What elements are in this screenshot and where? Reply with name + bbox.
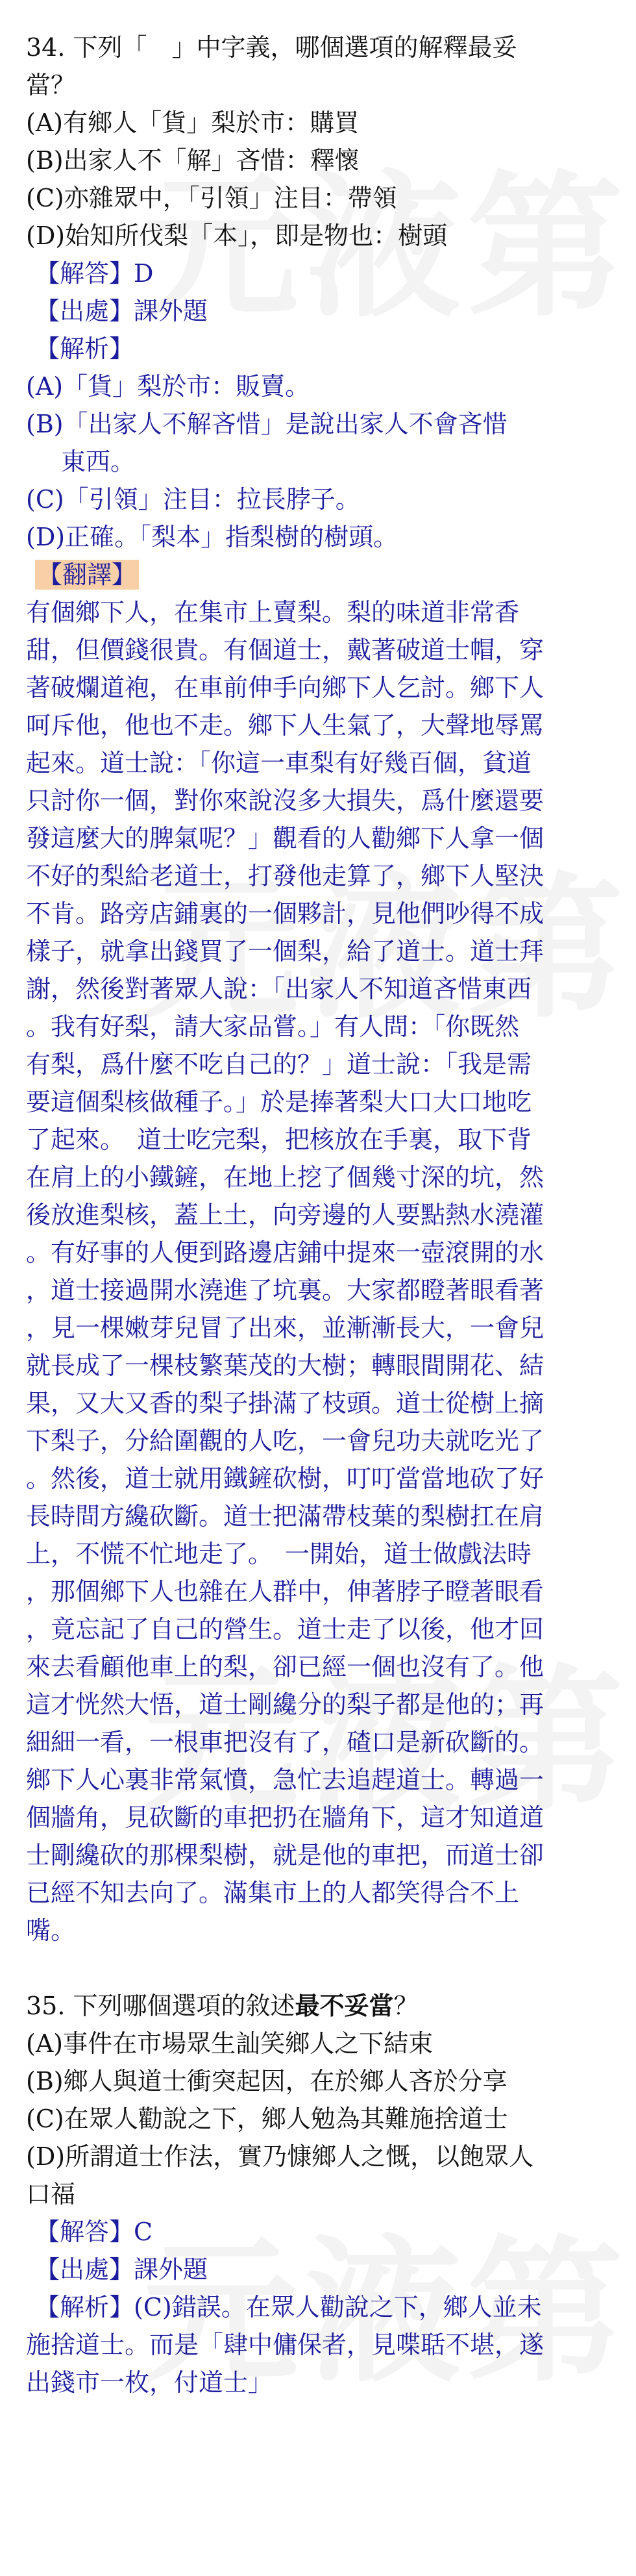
translation-line: 嘴。 — [26, 1916, 76, 1945]
question-title: 當？ — [26, 71, 76, 99]
translation-line: 起來。道士說：「你這一車梨有好幾百個，貧道 — [26, 749, 532, 777]
translation-line: ，道士接過開水澆進了坑裏。大家都瞪著眼看著 — [26, 1276, 544, 1305]
answer-value: D — [134, 259, 154, 288]
analysis-text-cont: 施捨道士。而是「肆中傭保者，見喋聒不堪，遂 — [26, 2331, 544, 2359]
question-title-prefix: 35. 下列哪個選項的敘述 — [26, 1992, 295, 2020]
analysis-list — [26, 368, 610, 556]
option-c: (C)亦雜眾中，「引領」注目：帶領 — [26, 184, 397, 212]
answer-value: C — [134, 2218, 153, 2246]
translation-line: 不好的梨給老道士，打發他走算了，鄉下人堅決 — [26, 862, 544, 890]
translation-line: 後放進梨核，蓋上土，向旁邊的人要點熱水澆灌 — [26, 1201, 544, 1229]
translation-line: 發這麼大的脾氣呢？」觀看的人勸鄉下人拿一個 — [26, 824, 544, 853]
translation-line: 細細一看，一根車把沒有了，碴口是新砍斷的。 — [26, 1728, 544, 1757]
translation-line: 樣子，就拿出錢買了一個梨，給了道士。道士拜 — [26, 937, 544, 966]
translation-line: ，見一棵嫩芽兒冒了出來，並漸漸長大，一會兒 — [26, 1314, 544, 1342]
question-35 — [26, 1987, 610, 2401]
translation-line: 有個鄉下人，在集市上賣梨。梨的味道非常香 — [26, 598, 520, 627]
analysis-item-b-cont: 東西。 — [61, 447, 136, 476]
analysis-item-c: (C)「引領」注目：拉長脖子。 — [26, 485, 360, 514]
translation-line: 。我有好梨，請大家品嘗。」有人問：「你既然 — [26, 1012, 520, 1041]
translation-line: 了起來。 道士吃完梨，把核放在手裏，取下背 — [26, 1125, 532, 1154]
analysis-item-b: (B)「出家人不解吝惜」是說出家人不會吝惜 — [26, 410, 508, 438]
translation-tag: 【翻譯】 — [35, 560, 139, 590]
source-row — [35, 2251, 610, 2288]
option-b: (B)鄉人與道士衝突起因，在於鄉人吝於分享 — [26, 2067, 508, 2095]
translation-line: 個牆角，見砍斷的車把扔在牆角下，這才知道道 — [26, 1803, 544, 1832]
translation-line: 謝，然後對著眾人說：「出家人不知道吝惜東西 — [26, 975, 532, 1003]
translation-line: 著破爛道袍，在車前伸手向鄉下人乞討。鄉下人 — [26, 673, 544, 702]
translation-line: 上，不慌不忙地走了。 一開始，道士做戲法時 — [26, 1540, 532, 1568]
translation-line: ，那個鄉下人也雜在人群中，伸著脖子瞪著眼看 — [26, 1577, 544, 1606]
translation-line: 就長成了一棵枝繁葉茂的大樹；轉眼間開花、結 — [26, 1351, 544, 1380]
option-b: (B)出家人不「解」吝惜：釋懷 — [26, 146, 360, 175]
translation-line: 果，又大又香的梨子掛滿了枝頭。道士從樹上摘 — [26, 1389, 544, 1418]
option-d-cont: 口福 — [26, 2180, 76, 2208]
question-34 — [26, 29, 610, 1949]
translation-line: 只討你一個，對你來說沒多大損失，爲什麼還要 — [26, 786, 544, 815]
answer-tag: 【解答】 — [35, 259, 134, 288]
translation-line: 要這個梨核做種子。」於是捧著梨大口大口地吃 — [26, 1088, 532, 1116]
translation-line: 。然後，道士就用鐵鏟砍樹，叮叮當當地砍了好 — [26, 1464, 544, 1493]
analysis-item-d: (D)正確。「梨本」指梨樹的樹頭。 — [26, 523, 398, 551]
answer-row — [35, 255, 610, 292]
translation-line: 下梨子，分給圍觀的人吃，一會兒功夫就吃光了 — [26, 1427, 544, 1455]
translation-line: 鄉下人心裏非常氣憤，急忙去追趕道士。轉過一 — [26, 1766, 544, 1794]
translation-row — [35, 556, 610, 594]
question-title-suffix: ？ — [393, 1992, 419, 2020]
option-d: (D)始知所伐梨「本」，即是物也：樹頭 — [26, 221, 448, 250]
translation-line: 在肩上的小鐵鏟，在地上挖了個幾寸深的坑，然 — [26, 1163, 544, 1192]
translation-line: 長時間方纔砍斷。道士把滿帶枝葉的梨樹扛在肩 — [26, 1502, 544, 1531]
question-title — [26, 1987, 610, 2025]
translation-line: 。有好事的人便到路邊店鋪中提來一壺滾開的水 — [26, 1238, 544, 1267]
source-tag: 【出處】 — [35, 2255, 134, 2284]
analysis-tag: 【解析】 — [35, 334, 134, 363]
analysis-tag: 【解析】 — [35, 2293, 134, 2321]
analysis-text-cont: 出錢市一枚，付道士」 — [26, 2368, 273, 2397]
translation-line: 有梨，爲什麼不吃自己的？」道士說：「我是需 — [26, 1050, 532, 1079]
option-a: (A)有鄉人「貨」梨於市：購買 — [26, 108, 360, 137]
option-a: (A)事件在市場眾生訕笑鄉人之下結束 — [26, 2029, 434, 2058]
translation-line: 甜，但價錢很貴。有個道士，戴著破道士帽，穿 — [26, 636, 544, 664]
source-row — [35, 292, 610, 330]
analysis-item-a: (A)「貨」梨於市：販賣。 — [26, 372, 310, 401]
answer-row — [35, 2213, 610, 2251]
analysis-text: (C)錯誤。在眾人勸說之下，鄉人並未 — [134, 2293, 542, 2321]
analysis-row — [35, 2288, 610, 2326]
option-c: (C)在眾人勸說之下，鄉人勉為其難施捨道士 — [26, 2105, 508, 2133]
source-tag: 【出處】 — [35, 297, 134, 325]
translation-line: 已經不知去向了。滿集市上的人都笑得合不上 — [26, 1879, 520, 1907]
translation-line: 這才恍然大悟，道士剛纔分的梨子都是他的；再 — [26, 1690, 544, 1719]
question-title-emphasis: 最不妥當 — [295, 1991, 394, 2020]
source-value: 課外題 — [134, 297, 208, 325]
answer-tag: 【解答】 — [35, 2218, 134, 2246]
option-d: (D)所謂道士作法，實乃慷鄉人之慨，以飽眾人 — [26, 2142, 534, 2171]
translation-line: 不肯。路旁店鋪裏的一個夥計，見他們吵得不成 — [26, 899, 544, 928]
source-value: 課外題 — [134, 2255, 208, 2284]
question-title: 34. 下列「 」中字義，哪個選項的解釋最妥 — [26, 33, 517, 62]
translation-line: 士剛纔砍的那棵梨樹，就是他的車把，而道士卻 — [26, 1841, 544, 1869]
translation-text — [26, 594, 610, 1949]
translation-line: 呵斥他，他也不走。鄉下人生氣了，大聲地辱罵 — [26, 711, 544, 740]
analysis-row — [35, 330, 610, 368]
translation-line: ，竟忘記了自己的營生。道士走了以後，他才回 — [26, 1615, 544, 1644]
translation-line: 來去看顧他車上的梨，卻已經一個也沒有了。他 — [26, 1653, 544, 1681]
